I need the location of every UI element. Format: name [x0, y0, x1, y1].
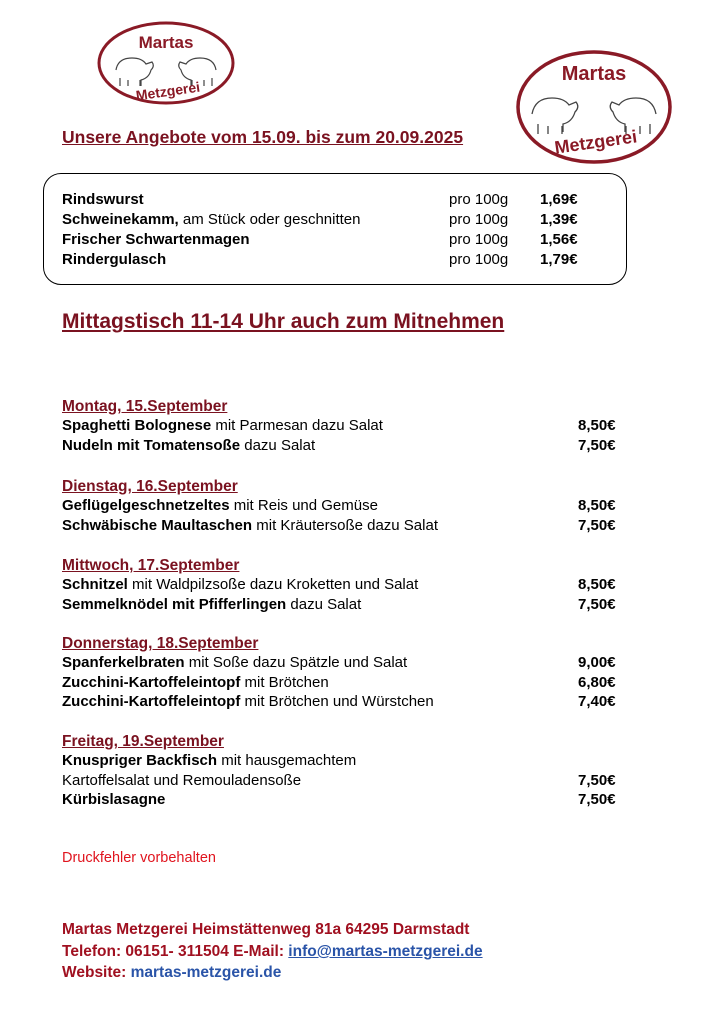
offers-title: Unsere Angebote vom 15.09. bis zum 20.09.2025: [62, 127, 464, 147]
dish-name: Kürbislasagne: [62, 791, 166, 809]
day-title: Freitag, 19.September: [62, 733, 224, 750]
dish-price: 8,50€: [578, 417, 616, 434]
offer-name: Rindergulasch: [62, 251, 167, 268]
dish-price: 7,50€: [578, 771, 616, 789]
dish-name: Semmelknödel mit Pfifferlingen: [62, 595, 287, 613]
dish-description: mit Parmesan dazu Salat: [211, 417, 383, 434]
dish-item: [62, 692, 434, 712]
offer-price: 1,56€: [540, 231, 578, 248]
dish-item: [62, 516, 438, 536]
dish-description: mit Brötchen und Würstchen: [240, 693, 434, 711]
dish-description: mit Waldpilzsoße dazu Kroketten und Salat: [127, 576, 419, 593]
dish-description: mit Reis und Gemüse: [229, 497, 378, 514]
logo-large-top-text: Martas: [561, 63, 627, 85]
footer-address: Martas Metzgerei Heimstättenweg 81a 64295 Darmstadt: [62, 921, 470, 938]
dish-item: [62, 416, 383, 436]
dish-description: dazu Salat: [240, 436, 316, 454]
offer-unit: pro 100g: [449, 231, 509, 248]
dish-price: 7,50€: [578, 516, 616, 534]
offer-price: 1,39€: [540, 211, 578, 228]
lunch-title: Mittagstisch 11-14 Uhr auch zum Mitnehmen: [62, 310, 505, 333]
dish-item: [62, 496, 378, 516]
dish-description: Kartoffelsalat und Remouladensoße: [62, 771, 302, 789]
day-title: Donnerstag, 18.September: [62, 635, 259, 652]
email-link[interactable]: info@martas-metzgerei.de: [288, 943, 483, 960]
logo-small: [96, 20, 236, 106]
dish-price: 9,00€: [578, 654, 616, 671]
dish-price: 8,50€: [578, 497, 616, 514]
dish-description: mit Kräutersoße dazu Salat: [252, 516, 438, 534]
dish-item: [62, 436, 315, 456]
dish-item: [62, 790, 165, 810]
dish-item: [62, 751, 356, 771]
dish-item: [62, 595, 361, 615]
dish-name: Spaghetti Bolognese: [62, 417, 212, 434]
offer-name: Frischer Schwartenmagen: [62, 231, 250, 248]
disclaimer: Druckfehler vorbehalten: [62, 850, 216, 866]
day-title: Mittwoch, 17.September: [62, 557, 240, 574]
offer-unit: pro 100g: [449, 251, 509, 268]
dish-name: Schwäbische Maultaschen: [62, 516, 253, 534]
dish-price: 6,80€: [578, 673, 616, 691]
dish-price: 7,50€: [578, 436, 616, 454]
dish-name: Knuspriger Backfisch: [62, 752, 218, 769]
offer-name: Rindswurst: [62, 191, 144, 208]
dish-name: Geflügelgeschnetzeltes: [62, 497, 230, 514]
dish-item: [62, 653, 407, 673]
dish-name: Zucchini-Kartoffeleintopf: [62, 693, 241, 711]
offer-price: 1,69€: [540, 191, 578, 208]
dish-item: [62, 575, 418, 595]
offer-extra: am Stück oder geschnitten: [178, 211, 361, 228]
footer-website-label: Website:: [62, 964, 131, 981]
dish-name: Nudeln mit Tomatensoße: [62, 436, 241, 454]
offer-unit: pro 100g: [449, 191, 509, 208]
dish-price: 7,50€: [578, 595, 616, 613]
logo-small-bottom-text: Metzgerei: [134, 78, 201, 104]
dish-item: [62, 673, 329, 693]
dish-description: mit Soße dazu Spätzle und Salat: [184, 654, 408, 671]
dish-item: [62, 771, 301, 791]
dish-description: mit hausgemachtem: [217, 752, 357, 769]
offer-item: [62, 190, 144, 210]
dish-name: Schnitzel: [62, 576, 128, 593]
dish-price: 8,50€: [578, 576, 616, 593]
offer-item: [62, 230, 250, 250]
dish-name: Spanferkelbraten: [62, 654, 185, 671]
dish-price: 7,40€: [578, 693, 616, 711]
logo-large-bottom-text: Metzgerei: [553, 126, 639, 158]
logo-small-top-text: Martas: [138, 33, 194, 52]
day-title: Dienstag, 16.September: [62, 478, 238, 495]
footer-contact: [62, 942, 483, 962]
offer-item: [62, 250, 166, 270]
dish-description: dazu Salat: [286, 595, 362, 613]
website-link[interactable]: martas-metzgerei.de: [130, 964, 282, 981]
footer-phone-label: Telefon: 06151- 311504 E-Mail:: [62, 943, 289, 960]
dish-description: mit Brötchen: [240, 673, 329, 691]
day-title: Montag, 15.September: [62, 398, 228, 415]
offer-item: [62, 210, 360, 230]
offer-price: 1,79€: [540, 251, 578, 268]
logo-large: [514, 48, 674, 166]
offer-name: Schweinekamm,: [62, 211, 179, 228]
dish-name: Zucchini-Kartoffeleintopf: [62, 673, 241, 691]
dish-price: 7,50€: [578, 791, 616, 809]
footer-website: [62, 963, 281, 983]
offer-unit: pro 100g: [449, 211, 509, 228]
